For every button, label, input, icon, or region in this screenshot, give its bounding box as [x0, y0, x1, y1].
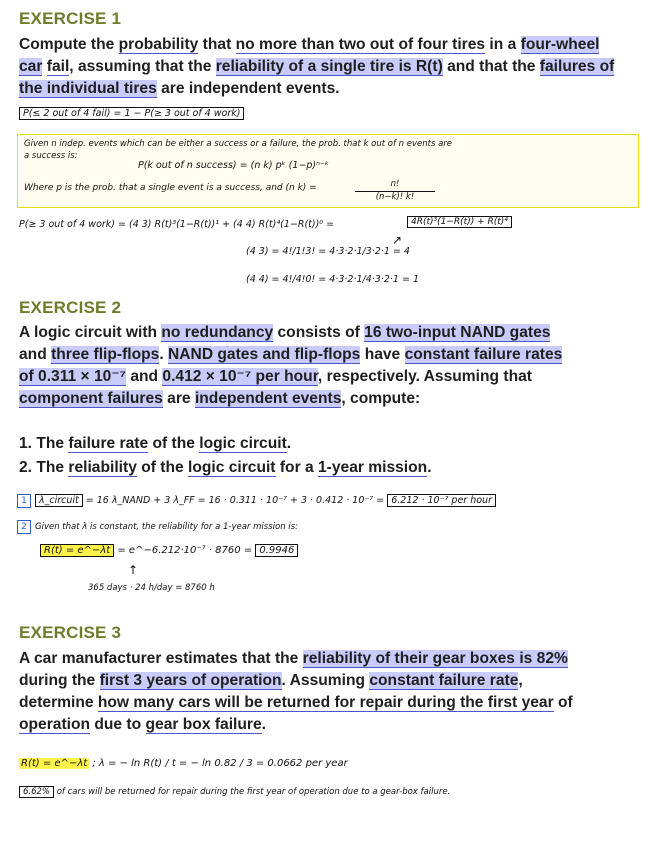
handwritten-note: Where p is the prob. that a single event is a success, and (n k) =: [24, 183, 317, 193]
arrow-icon: ↗: [392, 233, 403, 247]
question-list: [19, 432, 432, 480]
exercise-1-text: [19, 34, 637, 100]
text-line: A car manufacturer estimates that the reliability of their gear boxes is 82%: [19, 650, 568, 667]
handwritten-note: [19, 108, 244, 119]
handwritten-equation: [17, 494, 496, 508]
boxed-expression: 6.62%: [19, 786, 54, 798]
list-item: 2. The reliability of the logic circuit for a 1-year mission.: [19, 459, 432, 476]
note-text: of cars will be returned for repair during the first year of operation due to a gear-box failure.: [56, 787, 451, 797]
equation-text: ; λ = − ln R(t) / t = − ln 0.82 / 3 = 0.0662 per year: [92, 758, 348, 769]
text-line: the individual tires are independent events.: [19, 80, 340, 97]
fraction-denominator: (n−k)! k!: [355, 191, 435, 202]
boxed-expression: R(t) = e^−λt: [40, 544, 114, 557]
handwritten-equation: P(≥ 3 out of 4 work) = (4 3) R(t)³(1−R(t))¹ + (4 4) R(t)⁴(1−R(t))⁰ =: [19, 219, 335, 230]
handwritten-note: 365 days · 24 h/day = 8760 h: [88, 583, 215, 593]
exercise-2-title: EXERCISE 2: [19, 298, 122, 317]
text-line: determine how many cars will be returned for repair during the first year of: [19, 694, 573, 711]
boxed-expression: P(≤ 2 out of 4 fail) = 1 − P(≥ 3 out of 4 work): [19, 107, 244, 120]
exercise-2-text: [19, 322, 637, 410]
note-text: Given that λ is constant, the reliability for a 1-year mission is:: [35, 522, 298, 532]
text-line: component failures are independent events, compute:: [19, 390, 421, 407]
handwritten-equation: (4 3) = 4!/1!3! = 4·3·2·1/3·2·1 = 4: [246, 246, 410, 257]
text-line: Compute the probability that no more than two out of four tires in a four-wheel: [19, 36, 600, 53]
list-item: 1. The failure rate of the logic circuit.: [19, 435, 292, 452]
fraction-numerator: n!: [390, 179, 400, 189]
boxed-expression: 6.212 · 10⁻⁷ per hour: [387, 494, 496, 507]
boxed-expression: 0.9946: [255, 544, 298, 557]
step-number: 2: [17, 520, 31, 534]
handwritten-note: Given n indep. events which can be either a success or a failure, the prob. that k out of n events are: [24, 139, 453, 149]
handwritten-equation: (4 4) = 4!/4!0! = 4·3·2·1/4·3·2·1 = 1: [246, 274, 419, 285]
step-number: 1: [17, 494, 31, 508]
equation-text: = 16 λ_NAND + 3 λ_FF = 16 · 0.311 · 10⁻⁷ + 3 · 0.412 · 10⁻⁷ =: [85, 495, 385, 506]
text-line: during the first 3 years of operation. Assuming constant failure rate,: [19, 672, 523, 689]
equation-text: = e^−6.212·10⁻⁷ · 8760 =: [117, 545, 253, 556]
exercise-3-title: EXERCISE 3: [19, 623, 122, 642]
arrow-icon: ↑: [128, 563, 139, 577]
boxed-expression: λ_circuit: [35, 494, 83, 507]
handwritten-note: [17, 520, 298, 534]
text-line: car fail, assuming that the reliability of a single tire is R(t) and that the failures of: [19, 58, 615, 75]
text-line: A logic circuit with no redundancy consists of 16 two-input NAND gates: [19, 324, 551, 341]
boxed-expression: 4R(t)³(1−R(t)) + R(t)⁴: [407, 216, 512, 228]
exercise-3-text: [19, 648, 637, 736]
handwritten-note: [19, 787, 450, 797]
exercise-1-title: EXERCISE 1: [19, 9, 122, 28]
binomial-formula: P(k out of n success) = (n k) pᵏ (1−p)ⁿ⁻ᵏ: [138, 160, 329, 171]
handwritten-equation: [19, 758, 348, 769]
handwritten-equation: [40, 545, 298, 556]
highlighted-expression: R(t) = e^−λt: [21, 758, 88, 769]
handwritten-note: a success is:: [24, 151, 78, 161]
boxed-result: [407, 217, 512, 227]
text-line: of 0.311 × 10⁻⁷ and 0.412 × 10⁻⁷ per hour, respectively. Assuming that: [19, 368, 532, 385]
text-line: and three flip-flops. NAND gates and flip-flops have constant failure rates: [19, 346, 563, 363]
text-line: operation due to gear box failure.: [19, 716, 266, 733]
